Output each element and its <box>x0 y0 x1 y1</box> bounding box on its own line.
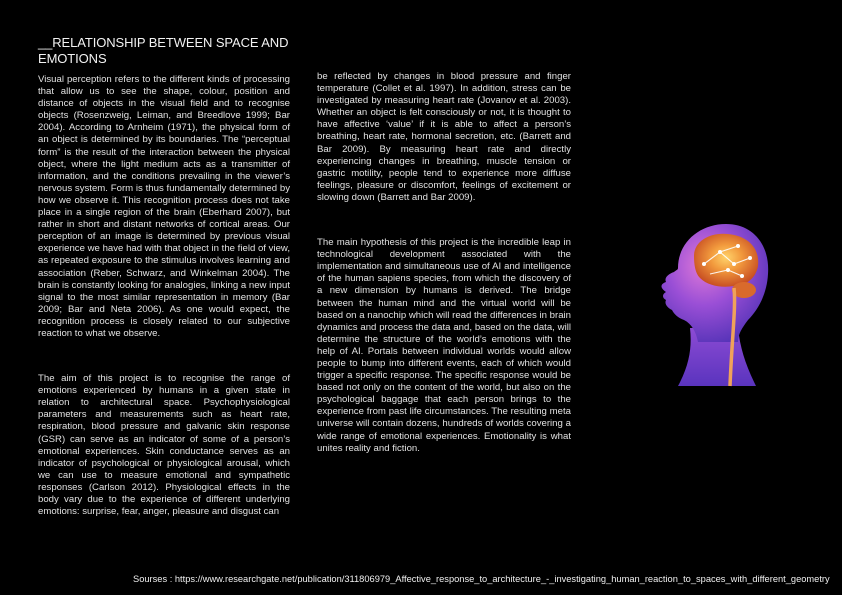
sources-citation: Sourses : https://www.researchgate.net/publication/311806979_Affective_response_to_architecture_-_investigating_human_reaction_to_spaces_with_different_geometry <box>133 574 830 584</box>
text-column-right <box>317 71 571 455</box>
human-head-brain-illustration <box>638 216 786 394</box>
paragraph-project-aim: The aim of this project is to recognise the range of emotions experienced by humans in a given state in relation to architectural space. Psychophysiological parameters and measurements such as heart rate, respiration, blood pressure and galvanic skin response (GSR) can serve as an indicator of some of a person’s emotional experiences. Skin conductance serves as an indicator of psychological or physiological arousal, which we can use to measure emotional and sympathetic responses (Carlson 2012). Physiological effects in the body vary due to the experience of different underlying emotions: surprise, fear, anger, pleasure and disgust can <box>38 373 290 518</box>
text-column-left <box>38 74 290 518</box>
paragraph-visual-perception: Visual perception refers to the different kinds of processing that allow us to see the shape, colour, position and distance of objects in the visual field and to recognise objects (Rosenzweig, Leiman, and Breedlove 1999; Bar 2004). According to Arnheim (1971), the physical form of an object is determined by its boundaries. The “perceptual form” is the result of the interaction between the physical object, where the light medium acts as a transmitter of information, and the conditions prevailing in the viewer’s nervous system. Form is thus fundamentally determined by how we observe it. This recognition process does not take place in a single region of the brain (Eberhard 2007), but rather in short and distant networks of cortical areas. Our perception of an image is determined by previous visual experience we have had with that object in the field of view, as repeated exposure to the stimulus involves learning and association (Reber, Schwarz, and Winkelman 2004). The brain is constantly looking for analogies, linking a new input signal to the most similar representation in memory (Bar 2009; Bar and Neta 2006). As one would expect, the recognition process is closely related to our subjective reaction to what we observe. <box>38 74 290 339</box>
page-title: __RELATIONSHIP BETWEEN SPACE AND EMOTIONS <box>38 35 289 66</box>
paragraph-physiological-response: be reflected by changes in blood pressure and finger temperature (Collet et al. 1997). In addition, stress can be investigated by measuring heart rate (Jovanov et al. 2003). Whether an object is felt consciously or not, it is thought to have affective ‘value’ if it is able to affect a person’s breathing, heart rate, hormonal secretion, etc. (Barrett and Bar 2009). By measuring heart rate and directly experiencing changes in breathing, muscle tension or gastric motility, people tend to experience more diffuse feelings, pleasure or discomfort, feelings of excitement or slowing down (Barrett and Bar 2009). <box>317 71 571 203</box>
paragraph-main-hypothesis: The main hypothesis of this project is the incredible leap in technological development associated with the implementation and simultaneous use of AI and intelligence of the human sapiens species, from which the discovery of a new dimension by humans is derived. The bridge between the human mind and the virtual world will be based on a nanochip which will read the differences in brain dynamics and process the data and, based on the data, will determine the structure of the world’s emotions with the help of AI. Portals between individual worlds would allow people to bump into different events, each of which would trigger a specific response. The specific response would be based not only on the content of the world, but also on the psychological baggage that each person brings to the experience from past life circumstances. The resulting meta universe will contain dozens, hundreds of worlds covering a wide range of emotional experiences. Emotionality is what unites reality and fiction. <box>317 237 571 454</box>
